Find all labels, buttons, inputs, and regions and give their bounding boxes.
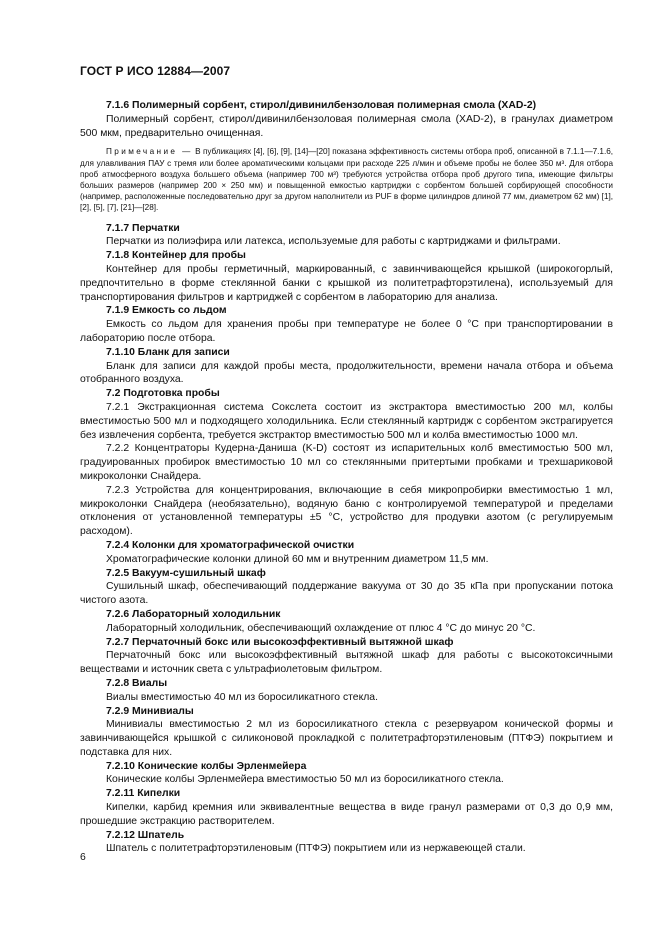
section-heading-7-2: 7.2 Подготовка пробы <box>106 388 220 400</box>
section-text-7-2-11: Кипелки, карбид кремния или эквивалентные вещества в виде гранул размерами от 0,3 до 0,9 мм, прошедшие экстракцию растворителем. <box>80 802 613 827</box>
section-text-7-1-10: Бланк для записи для каждой пробы места, продолжительности, времени начала отбора и объема отобранного воздуха. <box>80 360 613 386</box>
note-text: В публикациях [4], [6], [9], [14]—[20] показана эффективность системы отбора проб, описанной в 7.1.1—7.1.6, для улавливания ПАУ с тремя или более ароматическими кольцами при расходе 225 л/мин и объеме пробы не более 350 м³. Для отбора проб атмосферного воздуха большего объема (например 700 м³) требуются устройства отбора проб другого типа, имеющие фильтры больших размеров (например 200 × 250 мм) и повыщенной емкостью картриджи с сорбентом большей сорбирующей способности (например, расположенные последовательно друг за другом наполнители из PUF в форме цилиндров длиной 77 мм, диаметром 62 мм) [1], [2], [5], [7], [21]—[28]. <box>80 147 613 213</box>
document-body <box>80 99 613 856</box>
section-text-7-2-5: Сушильный шкаф, обеспечивающий поддержание вакуума от 30 до 35 кПа при пропускании потока чистого азота. <box>80 581 613 607</box>
section-heading-7-2-5: 7.2.5 Вакуум-сушильный шкаф <box>106 567 266 579</box>
section-text-7-2-6: Лабораторный холодильник, обеспечивающий охлаждение от плюс 4 °С до минус 20 °С. <box>106 622 536 634</box>
section-text-7-1-8: Контейнер для пробы герметичный, маркированный, с завинчивающейся крышкой (широкогорлый, предпочтительно в форме стеклянной банки с крышкой из политетрафторэтилена), используемый для транспортирования фильтров и картриджей с сорбентом в лабораторию для анализа. <box>80 264 613 303</box>
section-heading-7-2-12: 7.2.12 Шпатель <box>106 829 185 841</box>
section-heading-7-2-4: 7.2.4 Колонки для хроматографической очистки <box>106 539 355 551</box>
note-paragraph <box>80 146 613 213</box>
section-heading-7-1-7: 7.1.7 Перчатки <box>106 222 180 234</box>
section-text-7-2-1: 7.2.1 Экстракционная система Сокслета состоит из экстрактора вместимостью 200 мл, колбы вместимостью 500 мл и подходящего холодильника. Если стеклянный картридж с сорбентом экстрагируется без извлечения сорбента, требуется экстрактор вместимостью 500 мл и колба вместимостью 1000 мл. <box>80 401 613 441</box>
section-heading-7-2-7: 7.2.7 Перчаточный бокс или высокоэффективный вытяжной шкаф <box>106 636 454 648</box>
section-text-7-2-10: Конические колбы Эрленмейера вместимостью 50 мл из боросиликатного стекла. <box>106 774 504 786</box>
section-text-7-2-3: 7.2.3 Устройства для концентрирования, включающие в себя микропробирки вместимостью 1 мл, микроколонки Снайдера (необязательно), водяную баню с контролируемой температурой и пределами отклонения от установленной температуры ±5 °С, устройство для продувки азотом (с регулируемым расходом). <box>80 484 613 538</box>
section-text-7-2-7: Перчаточный бокс или высокоэффективный вытяжной шкаф для работы с высокотоксичными веществами и источник света с ультрафиолетовым фильтром. <box>80 650 613 676</box>
section-heading-7-2-9: 7.2.9 Минивиалы <box>106 705 194 717</box>
section-heading-7-2-11: 7.2.11 Кипелки <box>106 788 181 800</box>
section-heading-7-2-10: 7.2.10 Конические колбы Эрленмейера <box>106 760 307 772</box>
section-heading-7-1-9: 7.1.9 Емкость со льдом <box>106 305 227 317</box>
section-heading-7-2-6: 7.2.6 Лабораторный холодильник <box>106 608 281 620</box>
section-text-7-2-4: Хроматографические колонки длиной 60 мм и внутренним диаметром 11,5 мм. <box>106 553 489 565</box>
page-number: 6 <box>80 852 86 863</box>
section-text-7-2-8: Виалы вместимостью 40 мл из боросиликатного стекла. <box>106 691 378 703</box>
section-heading-7-2-8: 7.2.8 Виалы <box>106 677 168 689</box>
section-heading-7-1-10: 7.1.10 Бланк для записи <box>106 346 230 358</box>
section-heading-7-1-6: 7.1.6 Полимерный сорбент, стирол/дивинилбензоловая полимерная смола (XAD-2) <box>106 100 537 111</box>
note-label: Примечание — <box>106 147 193 157</box>
section-text-7-2-12: Шпатель с политетрафторэтиленовым (ПТФЭ) покрытием или из нержавеющей стали. <box>106 843 526 855</box>
section-text-7-2-2: 7.2.2 Концентраторы Кудерна-Даниша (K-D) состоят из испарительных колб вместимостью 500 мл, градуированных пробирок вместимостью 10 мл со стеклянными притертыми пробками и трехшариковой микроколонки Снайдера. <box>80 443 613 482</box>
document-header: ГОСТ Р ИСО 12884—2007 <box>80 64 231 78</box>
section-text-7-1-7: Перчатки из полиэфира или латекса, используемые для работы с картриджами и фильтрами. <box>106 236 561 248</box>
section-text-7-1-9: Емкость со льдом для хранения пробы при температуре не более 0 °С при транспортировании в лабораторию после отбора. <box>80 319 613 344</box>
section-text-7-2-9: Минивиалы вместимостью 2 мл из боросиликатного стекла с резервуаром конической формы и завинчивающейся крышкой с силиконовой прокладкой с политетрафторэтиленовым (ПТФЭ) покрытием и подставка для них. <box>80 719 613 758</box>
section-text-7-1-6: Полимерный сорбент, стирол/дивинилбензоловая полимерная смола (XAD-2), в гранулах диаметром 500 мкм, предварительно очищенная. <box>80 113 613 139</box>
section-heading-7-1-8: 7.1.8 Контейнер для пробы <box>106 250 246 262</box>
